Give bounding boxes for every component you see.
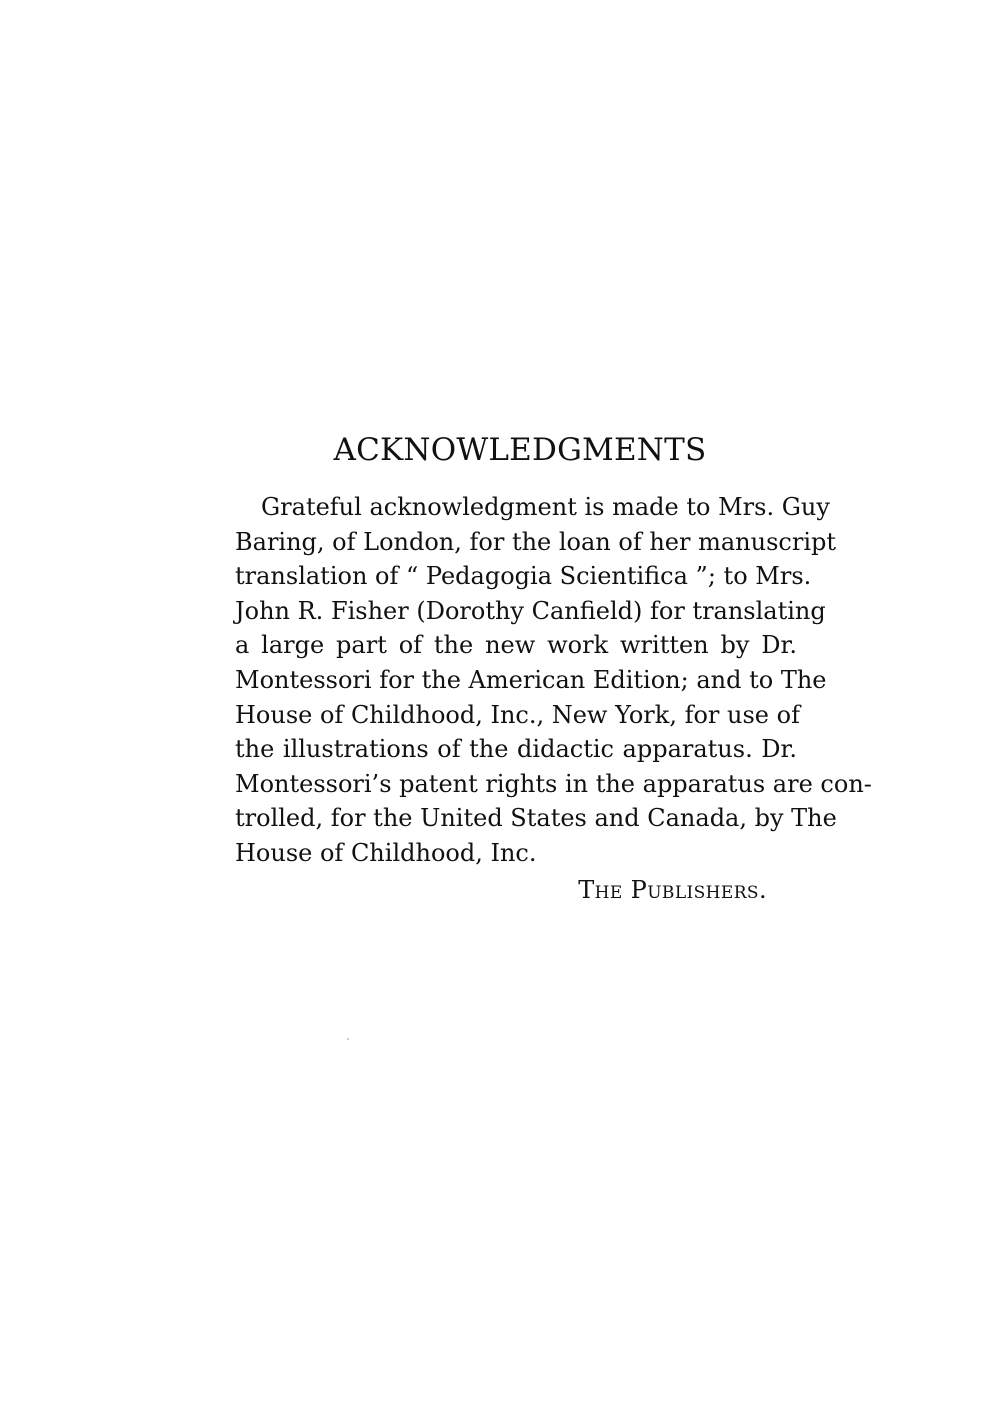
- scan-speck: [347, 1038, 349, 1040]
- paragraph-line: Montessori’s patent rights in the apparatus are con-: [235, 769, 872, 798]
- acknowledgment-paragraph: [235, 490, 872, 871]
- paragraph-line: House of Childhood, Inc., New York, for use of: [235, 700, 800, 729]
- paragraph-line: the illustrations of the didactic apparatus. Dr.: [235, 735, 797, 764]
- paragraph-line: Montessori for the American Edition; and to The: [235, 665, 827, 694]
- paragraph-line: House of Childhood, Inc.: [235, 838, 537, 867]
- paragraph-line: a large part of the new work written by Dr.: [235, 631, 797, 660]
- paragraph-line: trolled, for the United States and Canada, by The: [235, 804, 837, 833]
- page-heading: ACKNOWLEDGMENTS: [333, 432, 707, 468]
- paragraph-line: Baring, of London, for the loan of her manuscript: [235, 527, 837, 556]
- paragraph-line: John R. Fisher (Dorothy Canfield) for translating: [235, 596, 826, 625]
- publisher-signature: The Publishers.: [578, 876, 767, 904]
- paragraph-line: Grateful acknowledgment is made to Mrs. Guy: [261, 493, 830, 521]
- paragraph-line: translation of “ Pedagogia Scientifica ”; to Mrs.: [235, 562, 812, 591]
